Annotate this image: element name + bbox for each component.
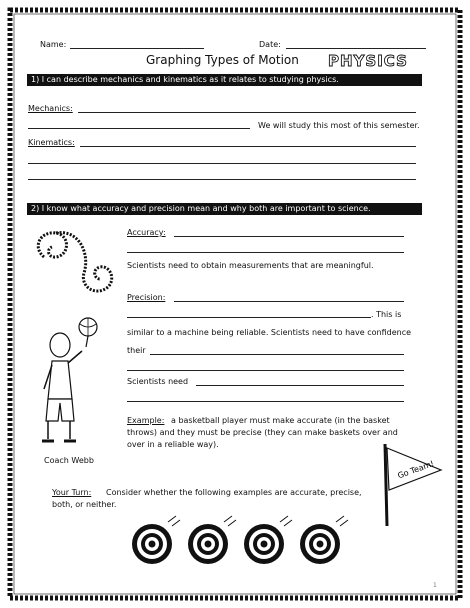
- kinematics-line-2[interactable]: [28, 163, 416, 164]
- accuracy-line-1[interactable]: [174, 236, 404, 237]
- this-is-text: . This is: [371, 310, 402, 319]
- page-title: Graphing Types of Motion: [146, 53, 299, 67]
- precision-line-2[interactable]: [127, 317, 371, 318]
- target-3-icon: [244, 524, 284, 564]
- confidence-line-1[interactable]: [150, 354, 404, 355]
- coach-illustration: [30, 315, 105, 450]
- scientists-need-text: Scientists need: [127, 377, 189, 386]
- page-number: 1: [433, 582, 437, 589]
- example-label: Example:: [127, 416, 165, 425]
- confidence-line-2[interactable]: [127, 370, 404, 371]
- accuracy-label: Accuracy:: [127, 228, 166, 237]
- machine-note: similar to a machine being reliable. Scientists need to have confidence: [127, 328, 412, 337]
- coach-caption: Coach Webb: [44, 456, 94, 465]
- mechanics-line-1[interactable]: [78, 112, 416, 113]
- your-turn-label: Your Turn:: [52, 488, 92, 497]
- kinematics-label: Kinematics:: [28, 138, 75, 147]
- target-4-icon: [300, 524, 340, 564]
- section-1-heading: 1) I can describe mechanics and kinematics as it relates to studying physics.: [27, 74, 422, 86]
- example-line-1: a basketball player must make accurate (in the basket: [171, 416, 390, 425]
- spiral-swirl-icon: [30, 225, 120, 305]
- kinematics-line-3[interactable]: [28, 179, 416, 180]
- mechanics-label: Mechanics:: [28, 104, 73, 113]
- section-2-heading: 2) I know what accuracy and precision mean and why both are important to science.: [27, 203, 422, 215]
- target-1-icon: [132, 524, 172, 564]
- example-line-3: over in a reliable way).: [127, 440, 219, 449]
- mechanics-line-2[interactable]: [28, 128, 250, 129]
- target-row: [120, 512, 360, 572]
- their-text: their: [127, 346, 146, 355]
- name-field[interactable]: [70, 48, 204, 49]
- precision-line-1[interactable]: [174, 301, 404, 302]
- go-team-pennant-icon: [375, 440, 445, 530]
- date-field[interactable]: [286, 48, 426, 49]
- accuracy-line-2[interactable]: [127, 252, 404, 253]
- pennant-text: Go Team!: [396, 458, 436, 481]
- your-turn-line-2: both, or neither.: [52, 500, 117, 509]
- name-label: Name:: [40, 40, 67, 49]
- scientists-need-line-2[interactable]: [127, 401, 404, 402]
- accuracy-note: Scientists need to obtain measurements that are meaningful.: [127, 261, 374, 270]
- your-turn-line-1: Consider whether the following examples are accurate, precise,: [106, 488, 362, 497]
- precision-label: Precision:: [127, 293, 166, 302]
- scientists-need-line-1[interactable]: [196, 385, 404, 386]
- target-2-icon: [188, 524, 228, 564]
- date-label: Date:: [259, 40, 281, 49]
- study-note: We will study this most of this semester.: [258, 121, 420, 130]
- kinematics-line-1[interactable]: [80, 146, 416, 147]
- physics-logo: PHYSICS: [328, 52, 408, 70]
- example-line-2: throws) and they must be precise (they can make baskets over and: [127, 428, 398, 437]
